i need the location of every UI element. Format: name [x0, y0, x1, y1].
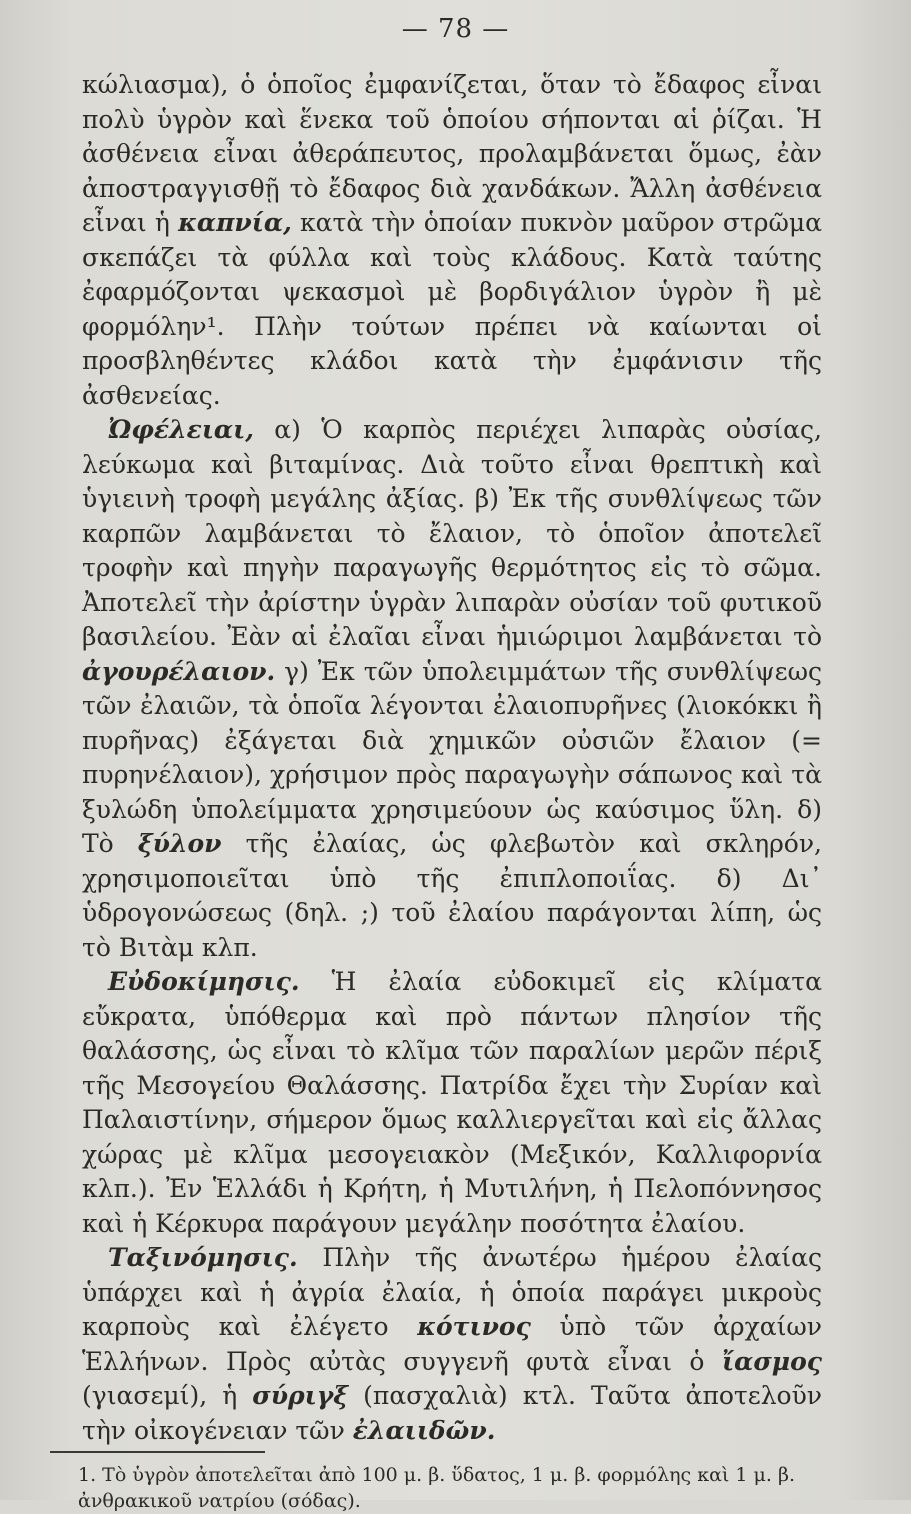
- bold-term: ἴασμος: [722, 1346, 822, 1376]
- paragraph-cultivation: [82, 965, 822, 1241]
- footnote-text: 1. Τὸ ὑγρὸν ἀποτελεῖται ἀπὸ 100 μ. β. ὕδατος, 1 μ. β. φορμόλης καὶ 1 μ. β. ἀνθρακικοῦ νατρίου (σόδας).: [78, 1464, 795, 1512]
- text-run: τῆς ἐλαίας, ὡς φλεβωτὸν καὶ σκληρόν, χρησιμοποιεῖται ὑπὸ τῆς ἐπιπλοποιΐας. δ) Δι᾿ ὑδρογονώσεως (δηλ. ;) τοῦ ἐλαίου παράγονται λίπη, ὡς τὸ Βιτὰμ κλπ.: [82, 829, 822, 962]
- text-run: κώλιασμα), ὁ ὁποῖος ἐμφανίζεται, ὅταν τὸ ἔδαφος εἶναι πολὺ ὑγρὸν καὶ ἕνεκα τοῦ ὁποίου σήπονται αἱ ῥίζαι. Ἡ ἀσθένεια εἶναι ἀθεράπευτος, προλαμβάνεται ὅμως, ἐὰν ἀποστραγγισθῇ τὸ ἔδαφος διὰ χανδάκων. Ἄλλη ἀσθένεια εἶναι ἡ: [82, 70, 822, 237]
- bold-term: κότινος: [417, 1312, 531, 1341]
- text-run: κατὰ τὴν ὁποίαν πυκνὸν μαῦρον στρῶμα σκεπάζει τὰ φύλλα καὶ τοὺς κλάδους. Κατὰ ταύτης ἐφαρμόζονται ψεκασμοὶ μὲ βορδιγάλιον ὑγρὸν ἢ μὲ φορμόλην¹. Πλὴν τούτων πρέπει νὰ καίωνται οἱ προσβληθέντες κλάδοι κατὰ τὴν ἐμφάνισιν τῆς ἀσθενείας.: [82, 208, 822, 410]
- bold-term: Ταξινόμησις.: [108, 1243, 298, 1272]
- footnote-divider: [50, 1451, 265, 1453]
- text-run: Ἡ ἐλαία εὐδοκιμεῖ εἰς κλίματα εὔκρατα, ὑπόθερμα καὶ πρὸ πάντων πλησίον τῆς θαλάσσης, ὡς εἶναι τὸ κλῖμα τῶν παραλίων μερῶν πέριξ τῆς Μεσογείου Θαλάσσης. Πατρίδα ἔχει τὴν Συρίαν καὶ Παλαιστίνην, σήμερον ὅμως καλλιεργεῖται καὶ εἰς ἄλλας χώρας μὲ κλῖμα μεσογειακὸν (Μεξικόν, Καλλιφορνία κλπ.). Ἐν Ἑλλάδι ἡ Κρήτη, ἡ Μυτιλήνη, ἡ Πελοπόννησος καὶ ἡ Κέρκυρα παράγουν μεγάλην ποσότητα ἐλαίου.: [82, 967, 822, 1238]
- body-text: [82, 68, 822, 1448]
- text-run: γ) Ἐκ τῶν ὑπολειμμάτων τῆς συνθλίψεως τῶν ἐλαιῶν, τὰ ὁποῖα λέγονται ἐλαιοπυρῆνες (λιοκόκκι ἢ πυρῆνας) ἐξάγεται διὰ χημικῶν οὐσιῶν ἔλαιον (= πυρηνέλαιον), χρήσιμον πρὸς παραγωγὴν σάπωνος καὶ τὰ ξυλώδη ὑπολείμματα χρησιμεύουν ὡς καύσιμος ὕλη. δ) Τὸ: [82, 656, 822, 858]
- bold-term: Εὐδοκίμησις.: [108, 967, 300, 996]
- paragraph-benefits: [82, 413, 822, 965]
- bold-term: ἀγουρέλαιον.: [82, 656, 276, 686]
- bold-term: ξύλον: [137, 829, 222, 858]
- bold-term: σύριγξ: [252, 1381, 349, 1410]
- text-run: (πασχαλιὰ) κτλ. Ταῦτα ἀποτελοῦν τὴν οἰκογένειαν τῶν: [82, 1381, 822, 1445]
- footnote: [78, 1462, 818, 1514]
- text-run: α) Ὁ καρπὸς περιέχει λιπαρὰς οὐσίας, λεύκωμα καὶ βιταμίνας. Διὰ τοῦτο εἶναι θρεπτικὴ καὶ ὑγιεινὴ τροφὴ μεγάλης ἀξίας. β) Ἐκ τῆς συνθλίψεως τῶν καρπῶν λαμβάνεται τὸ ἔλαιον, τὸ ὁποῖον ἀποτελεῖ τροφὴν καὶ πηγὴν παραγωγῆς θερμότητος εἰς τὸ σῶμα. Ἀποτελεῖ τὴν ἀρίστην ὑγρὰν λιπαρὰν οὐσίαν τοῦ φυτικοῦ βασιλείου. Ἐὰν αἱ ἐλαῖαι εἶναι ἡμιώριμοι λαμβάνεται τὸ: [82, 415, 822, 651]
- bold-term: καπνία,: [178, 208, 292, 237]
- bold-term: ἐλαιιδῶν.: [352, 1415, 496, 1445]
- page-number: — 78 —: [401, 14, 510, 44]
- text-run: Πλὴν τῆς ἀνωτέρω ἡμέρου ἐλαίας ὑπάρχει καὶ ἡ ἀγρία ἐλαία, ἡ ὁποία παράγει μικροὺς καρποὺς καὶ ἐλέγετο: [82, 1243, 822, 1341]
- paragraph-classification: [82, 1241, 822, 1448]
- text-run: ὑπὸ τῶν ἀρχαίων Ἑλλήνων. Πρὸς αὐτὰς συγγενῆ φυτὰ εἶναι ὁ: [82, 1312, 822, 1376]
- paragraph-disease: [82, 68, 822, 413]
- text-run: (γιασεμί), ἡ: [82, 1381, 253, 1410]
- bold-term: Ὠφέλειαι,: [108, 415, 254, 444]
